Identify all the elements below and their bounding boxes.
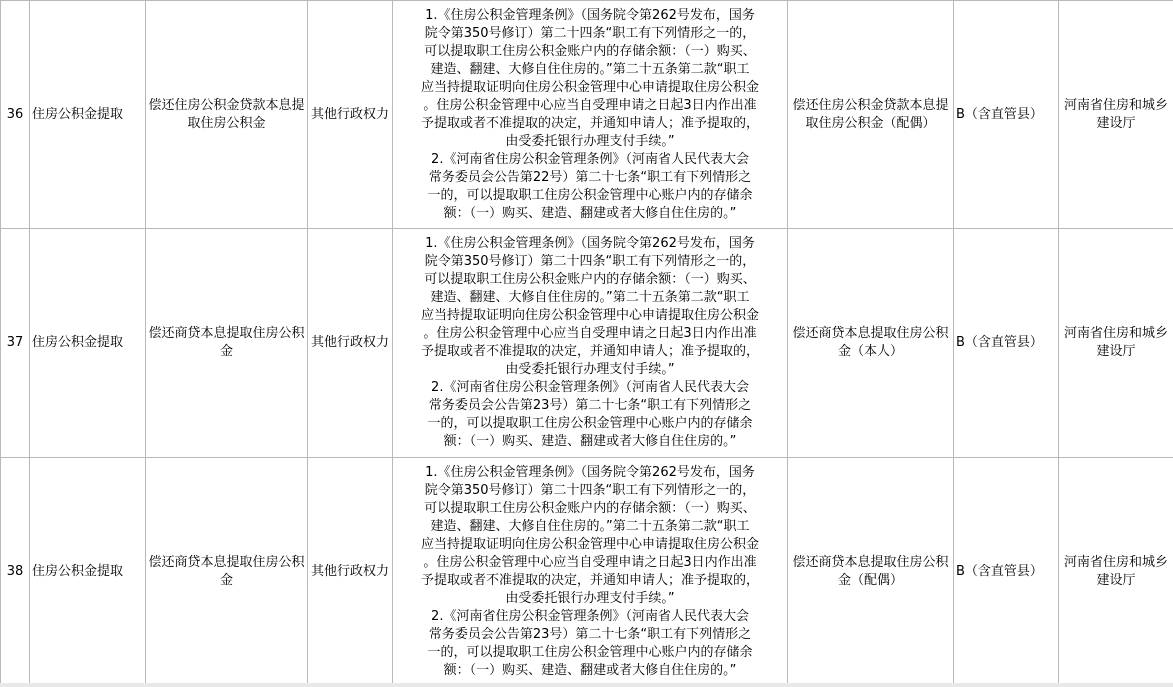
- level-cell[interactable]: B（含直管县）: [954, 458, 1059, 687]
- basis-line: 2.《河南省住房公积金管理条例》（河南省人民代表大会: [431, 609, 749, 624]
- basis-line: 。住房公积金管理中心应当自受理申请之日起3日内作出准: [423, 555, 757, 570]
- basis-line: 应当持提取证明向住房公积金管理中心申请提取住房公积金: [420, 537, 759, 552]
- basis-line: 应当持提取证明向住房公积金管理中心申请提取住房公积金: [420, 79, 759, 95]
- sub-item-cell[interactable]: 偿还商贷本息提取住房公积金: [146, 458, 308, 687]
- main-item-cell[interactable]: 住房公积金提取: [30, 458, 146, 687]
- basis-line: 额：（一）购买、建造、翻建或者大修自住住房的。”: [443, 663, 737, 678]
- basis-line: 院令第350号修订）第二十四条“职工有下列情形之一的，: [424, 254, 756, 269]
- basis-line: 1.《住房公积金管理条例》（国务院令第262号发布，国务: [425, 7, 755, 23]
- department-cell[interactable]: 河南省住房和城乡建设厅: [1059, 229, 1173, 458]
- power-type-cell[interactable]: 其他行政权力: [308, 1, 393, 229]
- basis-line: 应当持提取证明向住房公积金管理中心申请提取住房公积金: [420, 308, 759, 323]
- legal-basis-cell[interactable]: [393, 229, 788, 458]
- legal-basis-cell[interactable]: [393, 1, 788, 229]
- basis-line: 由受委托银行办理支付手续。”: [505, 591, 675, 606]
- basis-line: 一的，可以提取职工住房公积金管理中心账户内的存储余: [427, 416, 753, 431]
- basis-line: 2.《河南省住房公积金管理条例》（河南省人民代表大会: [431, 151, 749, 167]
- basis-line: 常务委员会公告第22号）第二十七条“职工有下列情形之: [428, 169, 752, 185]
- legal-basis-cell[interactable]: [393, 458, 788, 687]
- department-cell[interactable]: 河南省住房和城乡建设厅: [1059, 458, 1173, 687]
- basis-line: 院令第350号修订）第二十四条“职工有下列情形之一的，: [424, 483, 756, 498]
- level-cell[interactable]: B（含直管县）: [954, 1, 1059, 229]
- seq-cell[interactable]: 37: [1, 229, 30, 458]
- table-row: [1, 1, 1173, 229]
- basis-line: 可以提取职工住房公积金账户内的存储余额：（一）购买、: [424, 43, 756, 59]
- basis-line: 额：（一）购买、建造、翻建或者大修自住住房的。”: [443, 434, 737, 449]
- table-row: [1, 229, 1173, 458]
- basis-line: 由受委托银行办理支付手续。”: [505, 133, 675, 149]
- basis-line: 可以提取职工住房公积金账户内的存储余额：（一）购买、: [424, 272, 756, 287]
- basis-line: 常务委员会公告第23号）第二十七条“职工有下列情形之: [428, 398, 752, 413]
- item-name-cell[interactable]: 偿还商贷本息提取住房公积金（配偶）: [788, 458, 954, 687]
- level-cell[interactable]: B（含直管县）: [954, 229, 1059, 458]
- basis-line: 可以提取职工住房公积金账户内的存储余额：（一）购买、: [424, 501, 756, 516]
- basis-line: 常务委员会公告第23号）第二十七条“职工有下列情形之: [428, 627, 752, 642]
- basis-line: 予提取或者不准提取的决定，并通知申请人；准予提取的，: [420, 344, 759, 359]
- power-type-cell[interactable]: 其他行政权力: [308, 458, 393, 687]
- table-row: [1, 458, 1173, 687]
- sheet-bottom-strip: [0, 683, 1173, 687]
- basis-line: 建造、翻建、大修自住住房的。”第二十五条第二款“职工: [430, 519, 750, 534]
- basis-line: 。住房公积金管理中心应当自受理申请之日起3日内作出准: [423, 326, 757, 341]
- seq-cell[interactable]: 36: [1, 1, 30, 229]
- item-name-cell[interactable]: 偿还住房公积金贷款本息提取住房公积金（配偶）: [788, 1, 954, 229]
- basis-line: 予提取或者不准提取的决定，并通知申请人；准予提取的，: [420, 115, 759, 131]
- basis-line: 1.《住房公积金管理条例》（国务院令第262号发布，国务: [425, 236, 755, 251]
- basis-line: 额：（一）购买、建造、翻建或者大修自住住房的。”: [443, 205, 737, 221]
- basis-line: 建造、翻建、大修自住住房的。”第二十五条第二款“职工: [430, 290, 750, 305]
- sub-item-cell[interactable]: 偿还商贷本息提取住房公积金: [146, 229, 308, 458]
- main-item-cell[interactable]: 住房公积金提取: [30, 229, 146, 458]
- main-item-cell[interactable]: 住房公积金提取: [30, 1, 146, 229]
- basis-line: 予提取或者不准提取的决定，并通知申请人；准予提取的，: [420, 573, 759, 588]
- basis-line: 1.《住房公积金管理条例》（国务院令第262号发布，国务: [425, 465, 755, 480]
- basis-line: 院令第350号修订）第二十四条“职工有下列情形之一的，: [424, 25, 756, 41]
- basis-line: 一的，可以提取职工住房公积金管理中心账户内的存储余: [427, 645, 753, 660]
- item-name-cell[interactable]: 偿还商贷本息提取住房公积金（本人）: [788, 229, 954, 458]
- basis-line: 一的，可以提取职工住房公积金管理中心账户内的存储余: [427, 187, 753, 203]
- sub-item-cell[interactable]: 偿还住房公积金贷款本息提取住房公积金: [146, 1, 308, 229]
- basis-line: 由受委托银行办理支付手续。”: [505, 362, 675, 377]
- power-type-cell[interactable]: 其他行政权力: [308, 229, 393, 458]
- department-cell[interactable]: 河南省住房和城乡建设厅: [1059, 1, 1173, 229]
- basis-line: 建造、翻建、大修自住住房的。”第二十五条第二款“职工: [430, 61, 750, 77]
- basis-line: 。住房公积金管理中心应当自受理申请之日起3日内作出准: [423, 97, 757, 113]
- basis-line: 2.《河南省住房公积金管理条例》（河南省人民代表大会: [431, 380, 749, 395]
- seq-cell[interactable]: 38: [1, 458, 30, 687]
